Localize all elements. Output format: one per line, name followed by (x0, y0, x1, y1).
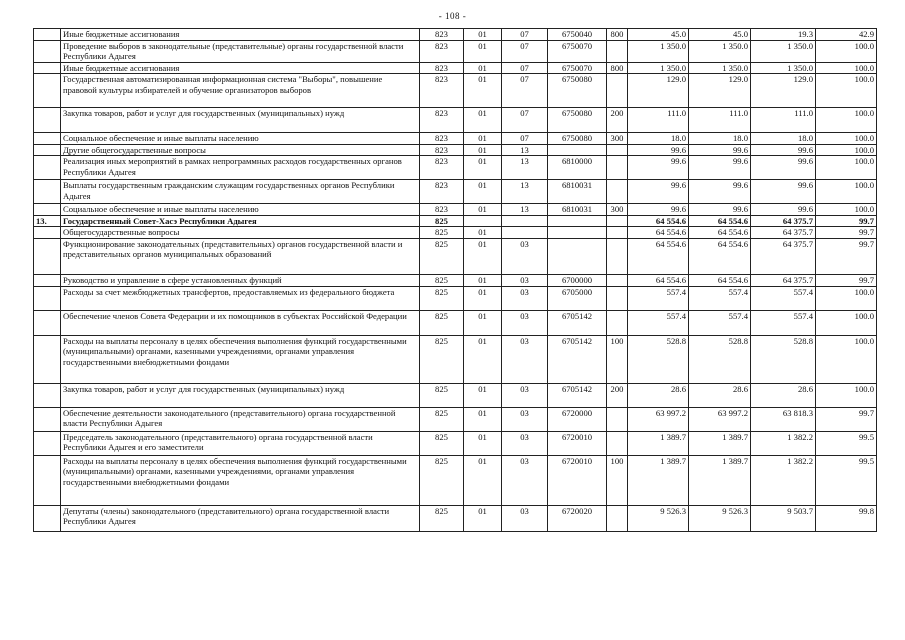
approved-amount-cell: 528.8 (628, 335, 689, 383)
ministry-code-cell: 825 (420, 407, 464, 431)
table-row (34, 455, 877, 505)
expense-type-cell: 200 (607, 383, 628, 407)
target-article-cell: 6750070 (548, 62, 607, 74)
expense-type-cell (607, 310, 628, 335)
table-row (34, 144, 877, 156)
expense-type-cell (607, 274, 628, 286)
target-article-cell: 6810031 (548, 204, 607, 216)
expense-name-cell: Социальное обеспечение и иные выплаты населению (61, 133, 420, 145)
expense-name-cell: Выплаты государственным гражданским служащим государственных органов Республики Адыгея (61, 180, 420, 204)
expense-type-cell: 100 (607, 455, 628, 505)
execution-percent-cell: 100.0 (816, 40, 877, 62)
execution-percent-cell: 100.0 (816, 133, 877, 145)
expense-name-cell: Проведение выборов в законодательные (представительные) органы государственной власти Республики Адыгея (61, 40, 420, 62)
refined-amount-cell: 528.8 (689, 335, 751, 383)
execution-percent-cell: 100.0 (816, 180, 877, 204)
ministry-code-cell: 823 (420, 180, 464, 204)
target-article-cell: 6720020 (548, 505, 607, 531)
approved-amount-cell: 99.6 (628, 144, 689, 156)
section-code-cell: 01 (464, 62, 502, 74)
row-number-cell (34, 40, 61, 62)
ministry-code-cell: 823 (420, 62, 464, 74)
execution-percent-cell: 42.9 (816, 29, 877, 41)
table-row (34, 431, 877, 455)
execution-percent-cell: 99.7 (816, 407, 877, 431)
row-number-cell (34, 108, 61, 133)
row-number-cell (34, 286, 61, 310)
approved-amount-cell: 99.6 (628, 180, 689, 204)
subsection-code-cell: 03 (502, 431, 548, 455)
executed-amount-cell: 99.6 (751, 156, 816, 180)
refined-amount-cell: 1 389.7 (689, 455, 751, 505)
subsection-code-cell: 07 (502, 133, 548, 145)
approved-amount-cell: 9 526.3 (628, 505, 689, 531)
expense-name-cell: Обеспечение деятельности законодательного (представительного) органа государственной власти Республики Адыгея (61, 407, 420, 431)
executed-amount-cell: 64 375.7 (751, 215, 816, 227)
approved-amount-cell: 99.6 (628, 156, 689, 180)
executed-amount-cell: 9 503.7 (751, 505, 816, 531)
page-number: - 108 - (438, 11, 467, 21)
executed-amount-cell: 28.6 (751, 383, 816, 407)
row-number-cell (34, 310, 61, 335)
target-article-cell: 6750080 (548, 133, 607, 145)
table-row (34, 108, 877, 133)
expense-type-cell (607, 238, 628, 274)
row-number-cell (34, 74, 61, 108)
target-article-cell: 6705142 (548, 310, 607, 335)
expense-type-cell: 300 (607, 204, 628, 216)
ministry-code-cell: 825 (420, 215, 464, 227)
approved-amount-cell: 1 389.7 (628, 431, 689, 455)
approved-amount-cell: 45.0 (628, 29, 689, 41)
expense-name-cell: Иные бюджетные ассигнования (61, 29, 420, 41)
row-number-cell (34, 407, 61, 431)
expense-type-cell (607, 505, 628, 531)
executed-amount-cell: 129.0 (751, 74, 816, 108)
executed-amount-cell: 99.6 (751, 204, 816, 216)
executed-amount-cell: 64 375.7 (751, 227, 816, 239)
row-number-cell (34, 383, 61, 407)
expense-name-cell: Расходы за счет межбюджетных трансфертов, предоставляемых из федерального бюджета (61, 286, 420, 310)
executed-amount-cell: 1 382.2 (751, 431, 816, 455)
refined-amount-cell: 1 350.0 (689, 62, 751, 74)
refined-amount-cell: 64 554.6 (689, 238, 751, 274)
row-number-cell (34, 335, 61, 383)
table-row (34, 238, 877, 274)
table-row (34, 335, 877, 383)
section-code-cell: 01 (464, 144, 502, 156)
row-number-cell (34, 505, 61, 531)
expense-name-cell: Другие общегосударственные вопросы (61, 144, 420, 156)
row-number-cell (34, 62, 61, 74)
table-row (34, 383, 877, 407)
execution-percent-cell: 100.0 (816, 310, 877, 335)
section-code-cell: 01 (464, 310, 502, 335)
subsection-code-cell: 03 (502, 455, 548, 505)
execution-percent-cell: 99.7 (816, 274, 877, 286)
subsection-code-cell: 03 (502, 286, 548, 310)
target-article-cell: 6720000 (548, 407, 607, 431)
table-row (34, 74, 877, 108)
ministry-code-cell: 825 (420, 310, 464, 335)
expense-type-cell (607, 74, 628, 108)
subsection-code-cell: 03 (502, 505, 548, 531)
executed-amount-cell: 557.4 (751, 310, 816, 335)
execution-percent-cell: 100.0 (816, 62, 877, 74)
subsection-code-cell: 13 (502, 180, 548, 204)
ministry-code-cell: 825 (420, 274, 464, 286)
table-row (34, 29, 877, 41)
target-article-cell: 6810000 (548, 156, 607, 180)
approved-amount-cell: 99.6 (628, 204, 689, 216)
approved-amount-cell: 557.4 (628, 286, 689, 310)
executed-amount-cell: 111.0 (751, 108, 816, 133)
target-article-cell (548, 144, 607, 156)
approved-amount-cell: 64 554.6 (628, 215, 689, 227)
target-article-cell: 6750070 (548, 40, 607, 62)
subsection-code-cell: 07 (502, 108, 548, 133)
expense-name-cell: Председатель законодательного (представительного) органа государственной власти Республики Адыгея и его заместители (61, 431, 420, 455)
refined-amount-cell: 557.4 (689, 310, 751, 335)
refined-amount-cell: 18.0 (689, 133, 751, 145)
section-code-cell: 01 (464, 505, 502, 531)
target-article-cell: 6750080 (548, 108, 607, 133)
row-number-cell (34, 431, 61, 455)
expense-name-cell: Функционирование законодательных (представительных) органов государственной власти и представительных органов муниципальных образований (61, 238, 420, 274)
table-row (34, 286, 877, 310)
subsection-code-cell (502, 215, 548, 227)
section-code-cell: 01 (464, 108, 502, 133)
section-code-cell: 01 (464, 40, 502, 62)
execution-percent-cell: 99.7 (816, 238, 877, 274)
row-number-cell (34, 180, 61, 204)
expense-type-cell (607, 144, 628, 156)
expense-type-cell: 800 (607, 62, 628, 74)
target-article-cell: 6810031 (548, 180, 607, 204)
executed-amount-cell: 1 350.0 (751, 40, 816, 62)
ministry-code-cell: 825 (420, 286, 464, 310)
section-code-cell: 01 (464, 156, 502, 180)
expense-type-cell: 100 (607, 335, 628, 383)
ministry-code-cell: 823 (420, 133, 464, 145)
execution-percent-cell: 100.0 (816, 335, 877, 383)
expense-type-cell (607, 227, 628, 239)
section-code-cell: 01 (464, 29, 502, 41)
ministry-code-cell: 825 (420, 455, 464, 505)
section-code-cell: 01 (464, 407, 502, 431)
table-row (34, 407, 877, 431)
approved-amount-cell: 129.0 (628, 74, 689, 108)
section-code-cell: 01 (464, 180, 502, 204)
ministry-code-cell: 825 (420, 238, 464, 274)
expense-type-cell (607, 40, 628, 62)
subsection-code-cell: 03 (502, 310, 548, 335)
row-number-cell (34, 156, 61, 180)
refined-amount-cell: 64 554.6 (689, 215, 751, 227)
ministry-code-cell: 825 (420, 335, 464, 383)
refined-amount-cell: 99.6 (689, 144, 751, 156)
expense-type-cell: 300 (607, 133, 628, 145)
refined-amount-cell: 99.6 (689, 180, 751, 204)
executed-amount-cell: 64 375.7 (751, 274, 816, 286)
section-code-cell: 01 (464, 238, 502, 274)
expense-type-cell (607, 286, 628, 310)
ministry-code-cell: 823 (420, 204, 464, 216)
table-row (34, 156, 877, 180)
ministry-code-cell: 825 (420, 383, 464, 407)
section-code-cell: 01 (464, 133, 502, 145)
execution-percent-cell: 99.7 (816, 215, 877, 227)
refined-amount-cell: 99.6 (689, 204, 751, 216)
table-row (34, 505, 877, 531)
ministry-code-cell: 825 (420, 431, 464, 455)
target-article-cell: 6750080 (548, 74, 607, 108)
row-number-cell (34, 455, 61, 505)
section-code-cell: 01 (464, 286, 502, 310)
approved-amount-cell: 63 997.2 (628, 407, 689, 431)
execution-percent-cell: 100.0 (816, 156, 877, 180)
execution-percent-cell: 100.0 (816, 286, 877, 310)
row-number-cell (34, 204, 61, 216)
row-number-cell (34, 238, 61, 274)
execution-percent-cell: 99.5 (816, 455, 877, 505)
target-article-cell (548, 227, 607, 239)
section-code-cell: 01 (464, 431, 502, 455)
section-code-cell: 01 (464, 274, 502, 286)
table-row (34, 310, 877, 335)
executed-amount-cell: 1 382.2 (751, 455, 816, 505)
executed-amount-cell: 99.6 (751, 144, 816, 156)
subsection-code-cell: 03 (502, 407, 548, 431)
table-row (34, 62, 877, 74)
expense-type-cell (607, 431, 628, 455)
expense-name-cell: Расходы на выплаты персоналу в целях обеспечения выполнения функций государственными (муниципальными) органами, казенными учреждениями, органами управления государственными внебюджетными фондами (61, 455, 420, 505)
ministry-code-cell: 823 (420, 29, 464, 41)
refined-amount-cell: 1 389.7 (689, 431, 751, 455)
approved-amount-cell: 64 554.6 (628, 274, 689, 286)
refined-amount-cell: 111.0 (689, 108, 751, 133)
target-article-cell: 6750040 (548, 29, 607, 41)
expense-name-cell: Иные бюджетные ассигнования (61, 62, 420, 74)
table-row (34, 40, 877, 62)
expense-name-cell: Государственный Совет-Хасэ Республики Адыгея (61, 215, 420, 227)
budget-table-body (34, 29, 877, 532)
row-number-cell: 13. (34, 215, 61, 227)
execution-percent-cell: 99.8 (816, 505, 877, 531)
ministry-code-cell: 825 (420, 227, 464, 239)
expense-name-cell: Социальное обеспечение и иные выплаты населению (61, 204, 420, 216)
executed-amount-cell: 1 350.0 (751, 62, 816, 74)
expense-name-cell: Руководство и управление в сфере установленных функций (61, 274, 420, 286)
ministry-code-cell: 823 (420, 156, 464, 180)
execution-percent-cell: 100.0 (816, 383, 877, 407)
refined-amount-cell: 64 554.6 (689, 274, 751, 286)
refined-amount-cell: 63 997.2 (689, 407, 751, 431)
executed-amount-cell: 64 375.7 (751, 238, 816, 274)
expense-name-cell: Закупка товаров, работ и услуг для государственных (муниципальных) нужд (61, 108, 420, 133)
table-row (34, 227, 877, 239)
row-number-cell (34, 227, 61, 239)
table-row (34, 204, 877, 216)
subsection-code-cell: 07 (502, 62, 548, 74)
row-number-cell (34, 133, 61, 145)
section-code-cell: 01 (464, 74, 502, 108)
expense-type-cell (607, 180, 628, 204)
target-article-cell: 6705142 (548, 335, 607, 383)
refined-amount-cell: 64 554.6 (689, 227, 751, 239)
row-number-cell (34, 29, 61, 41)
approved-amount-cell: 557.4 (628, 310, 689, 335)
target-article-cell: 6720010 (548, 455, 607, 505)
approved-amount-cell: 1 350.0 (628, 40, 689, 62)
row-number-cell (34, 274, 61, 286)
expense-name-cell: Закупка товаров, работ и услуг для государственных (муниципальных) нужд (61, 383, 420, 407)
expense-type-cell: 200 (607, 108, 628, 133)
expense-type-cell (607, 215, 628, 227)
subsection-code-cell: 13 (502, 156, 548, 180)
expense-name-cell: Реализация иных мероприятий в рамках непрограммных расходов государственных органов Республики Адыгея (61, 156, 420, 180)
expense-name-cell: Депутаты (члены) законодательного (представительного) органа государственной власти Республики Адыгея (61, 505, 420, 531)
expense-name-cell: Общегосударственные вопросы (61, 227, 420, 239)
expense-type-cell (607, 407, 628, 431)
executed-amount-cell: 19.3 (751, 29, 816, 41)
subsection-code-cell: 13 (502, 144, 548, 156)
approved-amount-cell: 111.0 (628, 108, 689, 133)
execution-percent-cell: 99.7 (816, 227, 877, 239)
approved-amount-cell: 64 554.6 (628, 238, 689, 274)
execution-percent-cell: 100.0 (816, 108, 877, 133)
execution-percent-cell: 99.5 (816, 431, 877, 455)
expense-name-cell: Обеспечение членов Совета Федерации и их помощников в субъектах Российской Федерации (61, 310, 420, 335)
executed-amount-cell: 63 818.3 (751, 407, 816, 431)
expense-type-cell (607, 156, 628, 180)
row-number-cell (34, 144, 61, 156)
executed-amount-cell: 557.4 (751, 286, 816, 310)
expense-name-cell: Государственная автоматизированная информационная система "Выборы", повышение правовой культуры избирателей и обучение организаторов выборов (61, 74, 420, 108)
subsection-code-cell: 03 (502, 383, 548, 407)
subsection-code-cell: 07 (502, 74, 548, 108)
expense-name-cell: Расходы на выплаты персоналу в целях обеспечения выполнения функций государственными (муниципальными) органами, казенными учреждениями, органами управления государственными внебюджетными фондами (61, 335, 420, 383)
table-row (34, 215, 877, 227)
refined-amount-cell: 45.0 (689, 29, 751, 41)
subsection-code-cell: 03 (502, 335, 548, 383)
target-article-cell: 6700000 (548, 274, 607, 286)
subsection-code-cell: 07 (502, 40, 548, 62)
section-code-cell (464, 215, 502, 227)
section-code-cell: 01 (464, 383, 502, 407)
refined-amount-cell: 99.6 (689, 156, 751, 180)
executed-amount-cell: 528.8 (751, 335, 816, 383)
approved-amount-cell: 64 554.6 (628, 227, 689, 239)
budget-table (33, 28, 877, 532)
section-code-cell: 01 (464, 335, 502, 383)
subsection-code-cell (502, 227, 548, 239)
section-code-cell: 01 (464, 204, 502, 216)
approved-amount-cell: 1 389.7 (628, 455, 689, 505)
execution-percent-cell: 100.0 (816, 204, 877, 216)
approved-amount-cell: 18.0 (628, 133, 689, 145)
executed-amount-cell: 99.6 (751, 180, 816, 204)
target-article-cell (548, 238, 607, 274)
ministry-code-cell: 825 (420, 505, 464, 531)
section-code-cell: 01 (464, 227, 502, 239)
subsection-code-cell: 13 (502, 204, 548, 216)
table-row (34, 133, 877, 145)
expense-type-cell: 800 (607, 29, 628, 41)
refined-amount-cell: 1 350.0 (689, 40, 751, 62)
target-article-cell: 6705000 (548, 286, 607, 310)
ministry-code-cell: 823 (420, 108, 464, 133)
refined-amount-cell: 129.0 (689, 74, 751, 108)
execution-percent-cell: 100.0 (816, 74, 877, 108)
section-code-cell: 01 (464, 455, 502, 505)
table-row (34, 180, 877, 204)
subsection-code-cell: 03 (502, 238, 548, 274)
subsection-code-cell: 07 (502, 29, 548, 41)
target-article-cell: 6705142 (548, 383, 607, 407)
approved-amount-cell: 28.6 (628, 383, 689, 407)
target-article-cell: 6720010 (548, 431, 607, 455)
table-row (34, 274, 877, 286)
ministry-code-cell: 823 (420, 74, 464, 108)
subsection-code-cell: 03 (502, 274, 548, 286)
ministry-code-cell: 823 (420, 144, 464, 156)
refined-amount-cell: 557.4 (689, 286, 751, 310)
execution-percent-cell: 100.0 (816, 144, 877, 156)
refined-amount-cell: 28.6 (689, 383, 751, 407)
executed-amount-cell: 18.0 (751, 133, 816, 145)
approved-amount-cell: 1 350.0 (628, 62, 689, 74)
target-article-cell (548, 215, 607, 227)
ministry-code-cell: 823 (420, 40, 464, 62)
refined-amount-cell: 9 526.3 (689, 505, 751, 531)
